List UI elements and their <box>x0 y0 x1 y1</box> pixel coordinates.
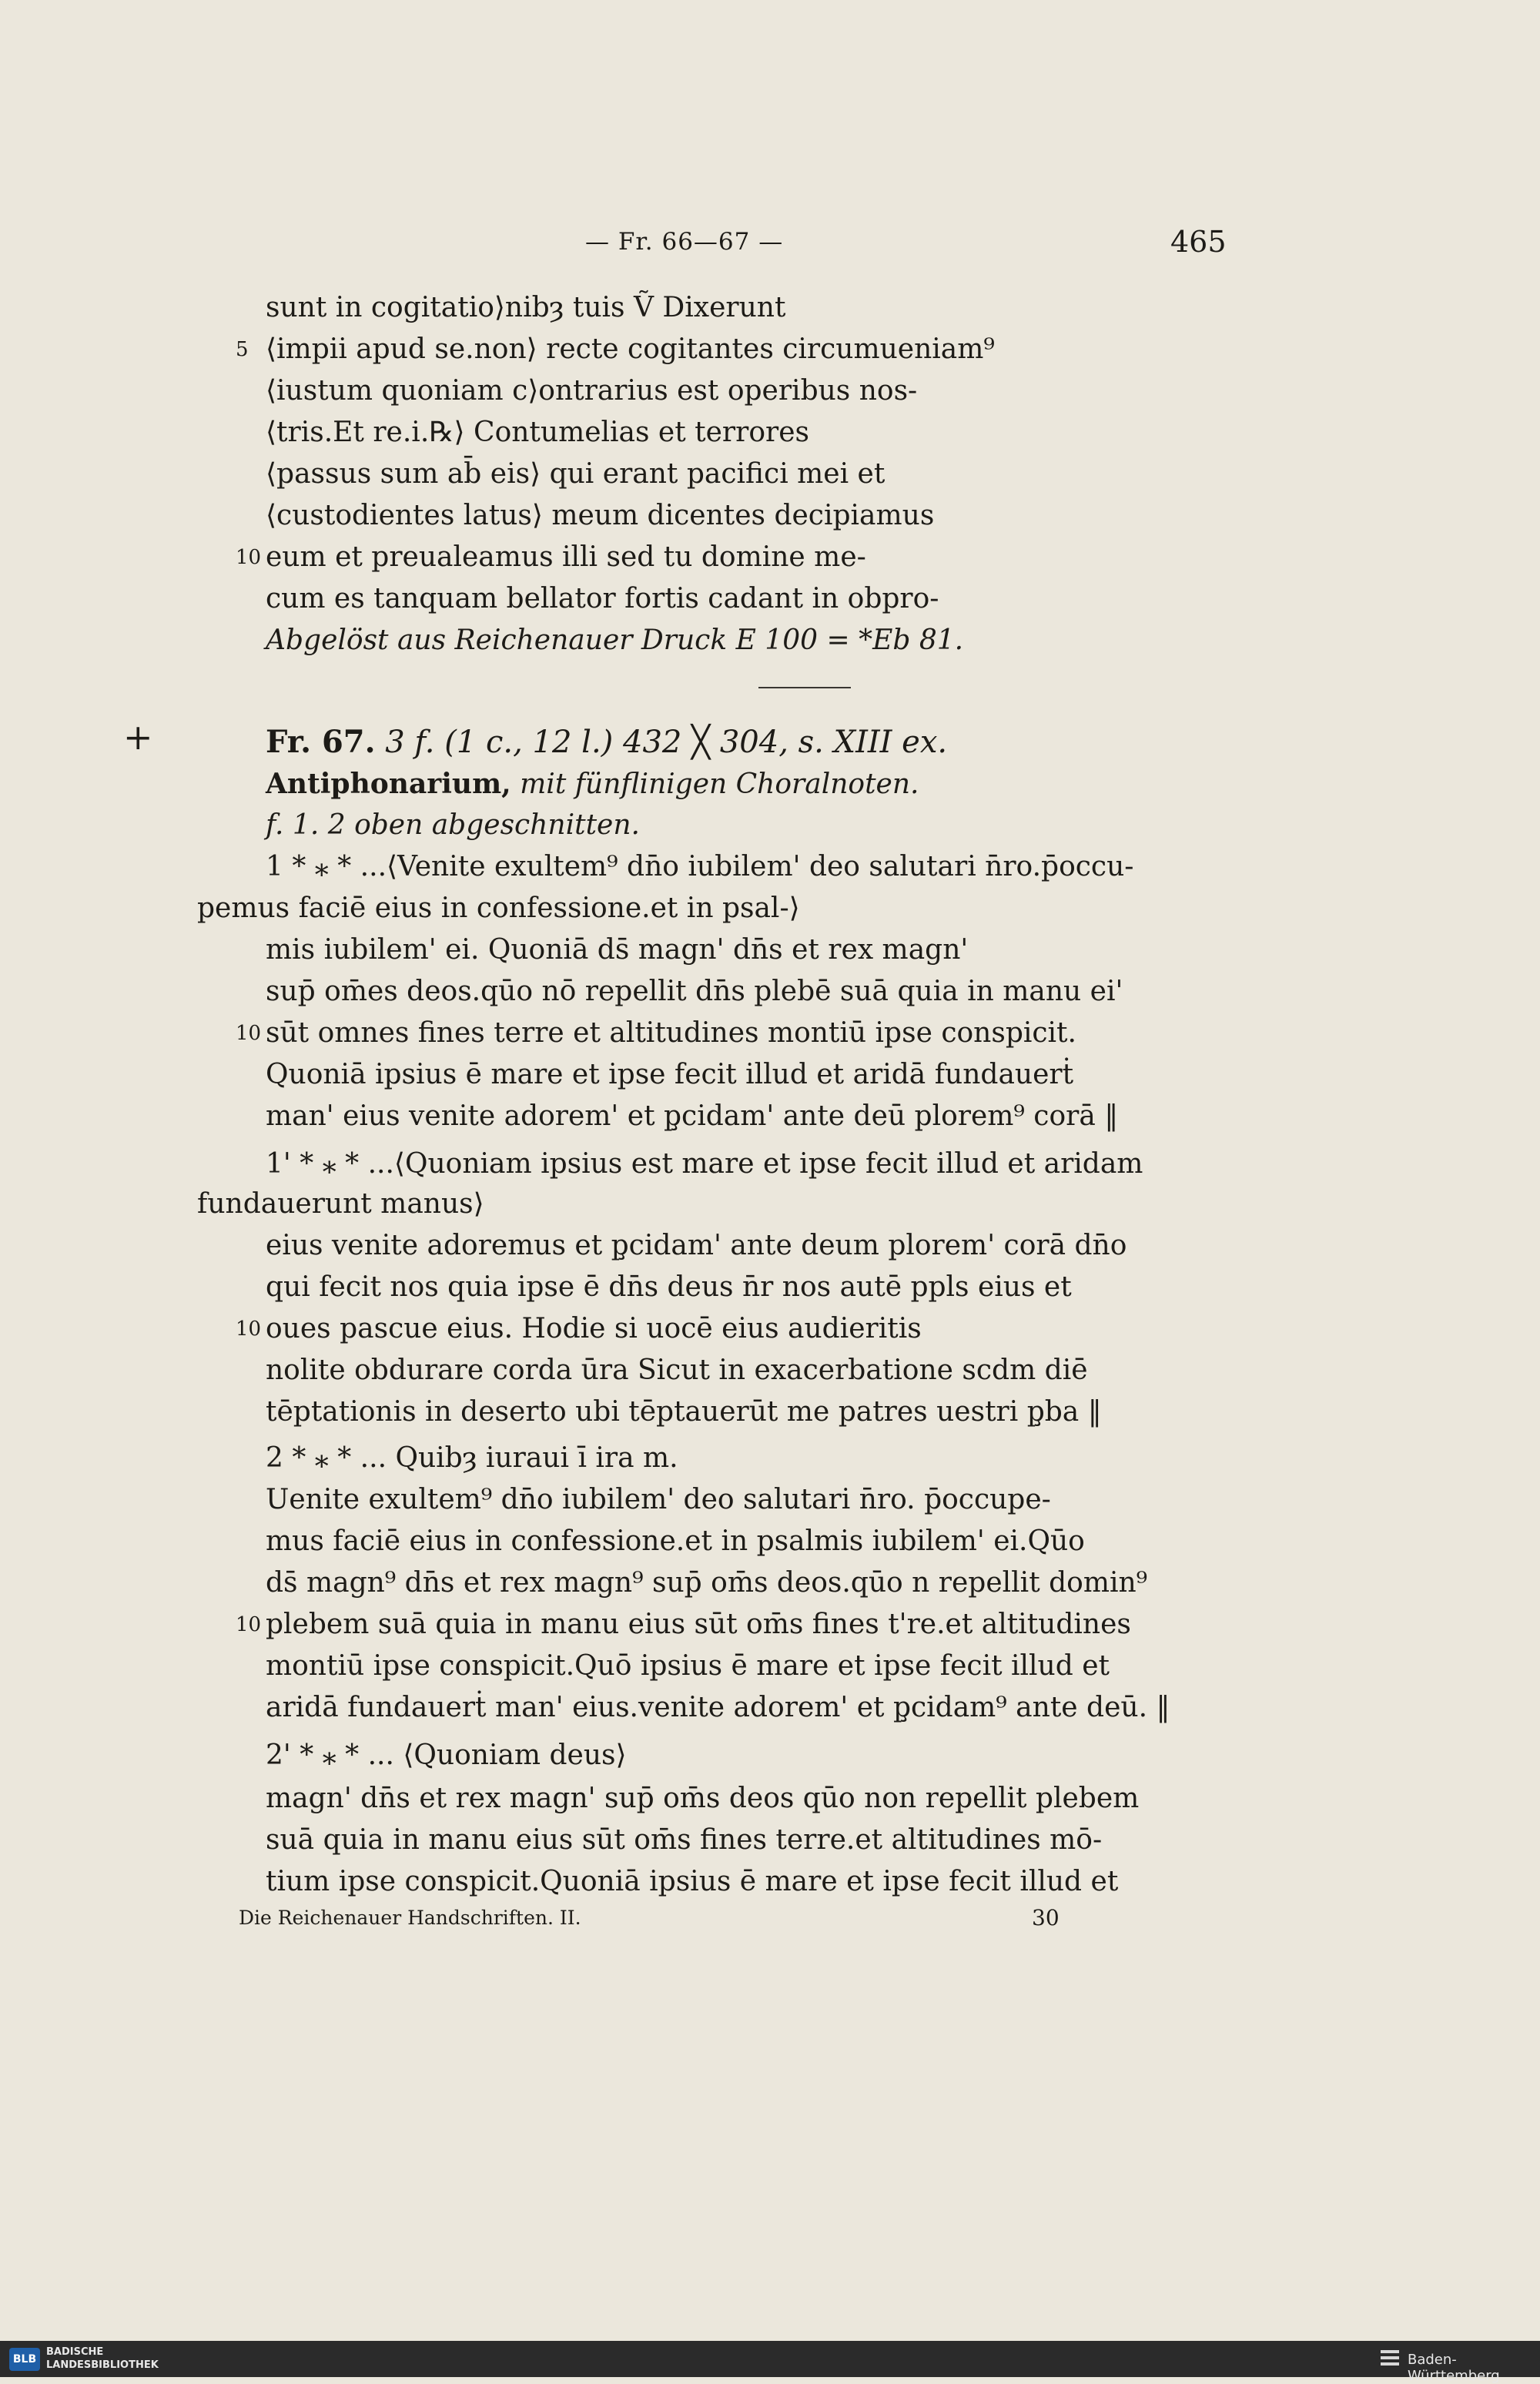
running-title: — Fr. 66—67 — <box>585 228 784 256</box>
fr67-line-17: mus faciē eius in confessione.et in psalmis iubilem' ei.Qūo <box>266 1525 1085 1557</box>
fr66-line-8: cum es tanquam bellator fortis cadant in obpro- <box>266 583 939 614</box>
footer-signature: 30 <box>1032 1905 1060 1930</box>
fr67-subtitle-desc: mit fünflinigen Choralnoten. <box>520 768 919 800</box>
fr67-line-5: sūt omnes fines terre et altitudines montiū ipse conspicit. <box>266 1017 1076 1049</box>
fr67-line-24: suā quia in manu eius sūt om̄s fines terre.et altitudines mō- <box>266 1824 1103 1856</box>
fr67-line-20: montiū ipse conspicit.Quō ipsius ē mare et ipse fecit illud et <box>266 1650 1110 1682</box>
fr67-line-12: oues pascue eius. Hodie si uocē eius audieritis <box>266 1313 922 1344</box>
line-number-10b: 10 <box>236 1022 262 1045</box>
line-number-5: 5 <box>236 338 249 361</box>
fr67-line-19: plebem suā quia in manu eius sūt om̄s fines t're.et altitudines <box>266 1609 1131 1640</box>
blb-logo-icon[interactable]: BLB <box>9 2348 40 2371</box>
fr67-folio-note: f. 1. 2 oben abgeschnitten. <box>266 809 640 841</box>
fr66-line-7: eum et preualeamus illi sed tu domine me- <box>266 541 866 573</box>
fr66-line-4: ⟨tris.Et re.i.℞⟩ Contumelias et terrores <box>266 417 809 448</box>
fr66-line-3: ⟨iustum quoniam c⟩ontrarius est operibus nos- <box>266 375 918 407</box>
fr67-line-16: Uenite exultem⁹ dn̄o iubilem' deo salutari n̄ro. p̄occupe- <box>266 1484 1051 1515</box>
fr67-line-2: pemus faciē eius in confessione.et in psal-⟩ <box>197 892 800 924</box>
state-label[interactable]: Baden-Württemberg <box>1408 2352 1500 2384</box>
fr67-line-15: 2 * ⁎ * ... Quibȝ iuraui ī ira m. <box>266 1442 678 1474</box>
fr67-line-18: ds̄ magn⁹ dn̄s et rex magn⁹ sup̄ om̄s deos.qūo n repellit domin⁹ <box>266 1567 1148 1599</box>
fr67-title-number: Fr. 67. <box>266 724 376 760</box>
fr67-line-14: tēptationis in deserto ubi tēptauerūt me patres uestri p̧ba ‖ <box>266 1396 1102 1428</box>
fr67-title-desc: 3 f. (1 c., 12 l.) 432 ╳ 304, s. XIII ex. <box>385 725 948 760</box>
fr67-line-13: nolite obdurare corda ūra Sicut in exacerbatione scdm diē <box>266 1354 1088 1386</box>
fr67-line-9: fundauerunt manus⟩ <box>197 1188 484 1220</box>
fr67-line-21: aridā fundauerṫ man' eius.venite adorem' et p̧cidam⁹ ante deū. ‖ <box>266 1692 1170 1723</box>
section-divider <box>758 687 851 688</box>
page-number: 465 <box>1170 225 1227 259</box>
library-name[interactable] <box>46 2345 159 2372</box>
fr67-line-22: 2' * ⁎ * ... ⟨Quoniam deus⟩ <box>266 1739 627 1771</box>
line-number-10c: 10 <box>236 1318 262 1341</box>
fr67-line-3: mis iubilem' ei. Quoniā ds̄ magn' dn̄s et rex magn' <box>266 934 969 966</box>
line-number-10: 10 <box>236 546 262 569</box>
fr67-line-10: eius venite adoremus et p̧cidam' ante deum plorem' corā dn̄o <box>266 1230 1127 1261</box>
fr67-line-1: 1 * ⁎ * ...⟨Venite exultem⁹ dn̄o iubilem' deo salutari n̄ro.p̄occu- <box>266 851 1134 882</box>
fr67-subtitle-genre: Antiphonarium, <box>266 768 511 800</box>
library-name-line2: LANDESBIBLIOTHEK <box>46 2359 159 2371</box>
fr67-line-23: magn' dn̄s et rex magn' sup̄ om̄s deos qūo non repellit plebem <box>266 1783 1140 1814</box>
viewer-bottom-bar <box>0 2341 1540 2377</box>
fr66-line-1: sunt in cogitatio⟩nibȝ tuis Ṽ Dixerunt <box>266 292 786 323</box>
fr67-line-8: 1' * ⁎ * ...⟨Quoniam ipsius est mare et ipse fecit illud et aridam <box>266 1148 1143 1180</box>
fr67-line-6: Quoniā ipsius ē mare et ipse fecit illud et aridā fundauerṫ <box>266 1059 1074 1090</box>
fr67-line-11: qui fecit nos quia ipse ē dn̄s deus n̄r nos autē ppls eius et <box>266 1271 1072 1303</box>
margin-plus-mark: + <box>123 716 153 758</box>
line-number-10d: 10 <box>236 1613 262 1636</box>
baden-wuerttemberg-crest-icon[interactable] <box>1378 2347 1401 2370</box>
fr66-line-2: ⟨impii apud se.non⟩ recte cogitantes circumueniam⁹ <box>266 333 995 365</box>
fr67-subtitle <box>266 767 919 802</box>
footer-book-title: Die Reichenauer Handschriften. II. <box>239 1907 581 1929</box>
fr67-line-7: man' eius venite adorem' et p̧cidam' ante deū plorem⁹ corā ‖ <box>266 1100 1119 1132</box>
fr66-line-5: ⟨passus sum ab̄ eis⟩ qui erant pacifici mei et <box>266 458 886 490</box>
fr66-line-6: ⟨custodientes latus⟩ meum dicentes decipiamus <box>266 500 935 531</box>
fr67-line-4: sup̄ om̄es deos.qūo nō repellit dn̄s plebē suā quia in manu ei' <box>266 976 1123 1007</box>
fr67-title <box>266 724 947 760</box>
library-name-line1: BADISCHE <box>46 2346 104 2358</box>
fr67-line-25: tium ipse conspicit.Quoniā ipsius ē mare et ipse fecit illud et <box>266 1866 1119 1897</box>
fr66-source-note: Abgelöst aus Reichenauer Druck E 100 = *Eb 81. <box>266 624 964 656</box>
